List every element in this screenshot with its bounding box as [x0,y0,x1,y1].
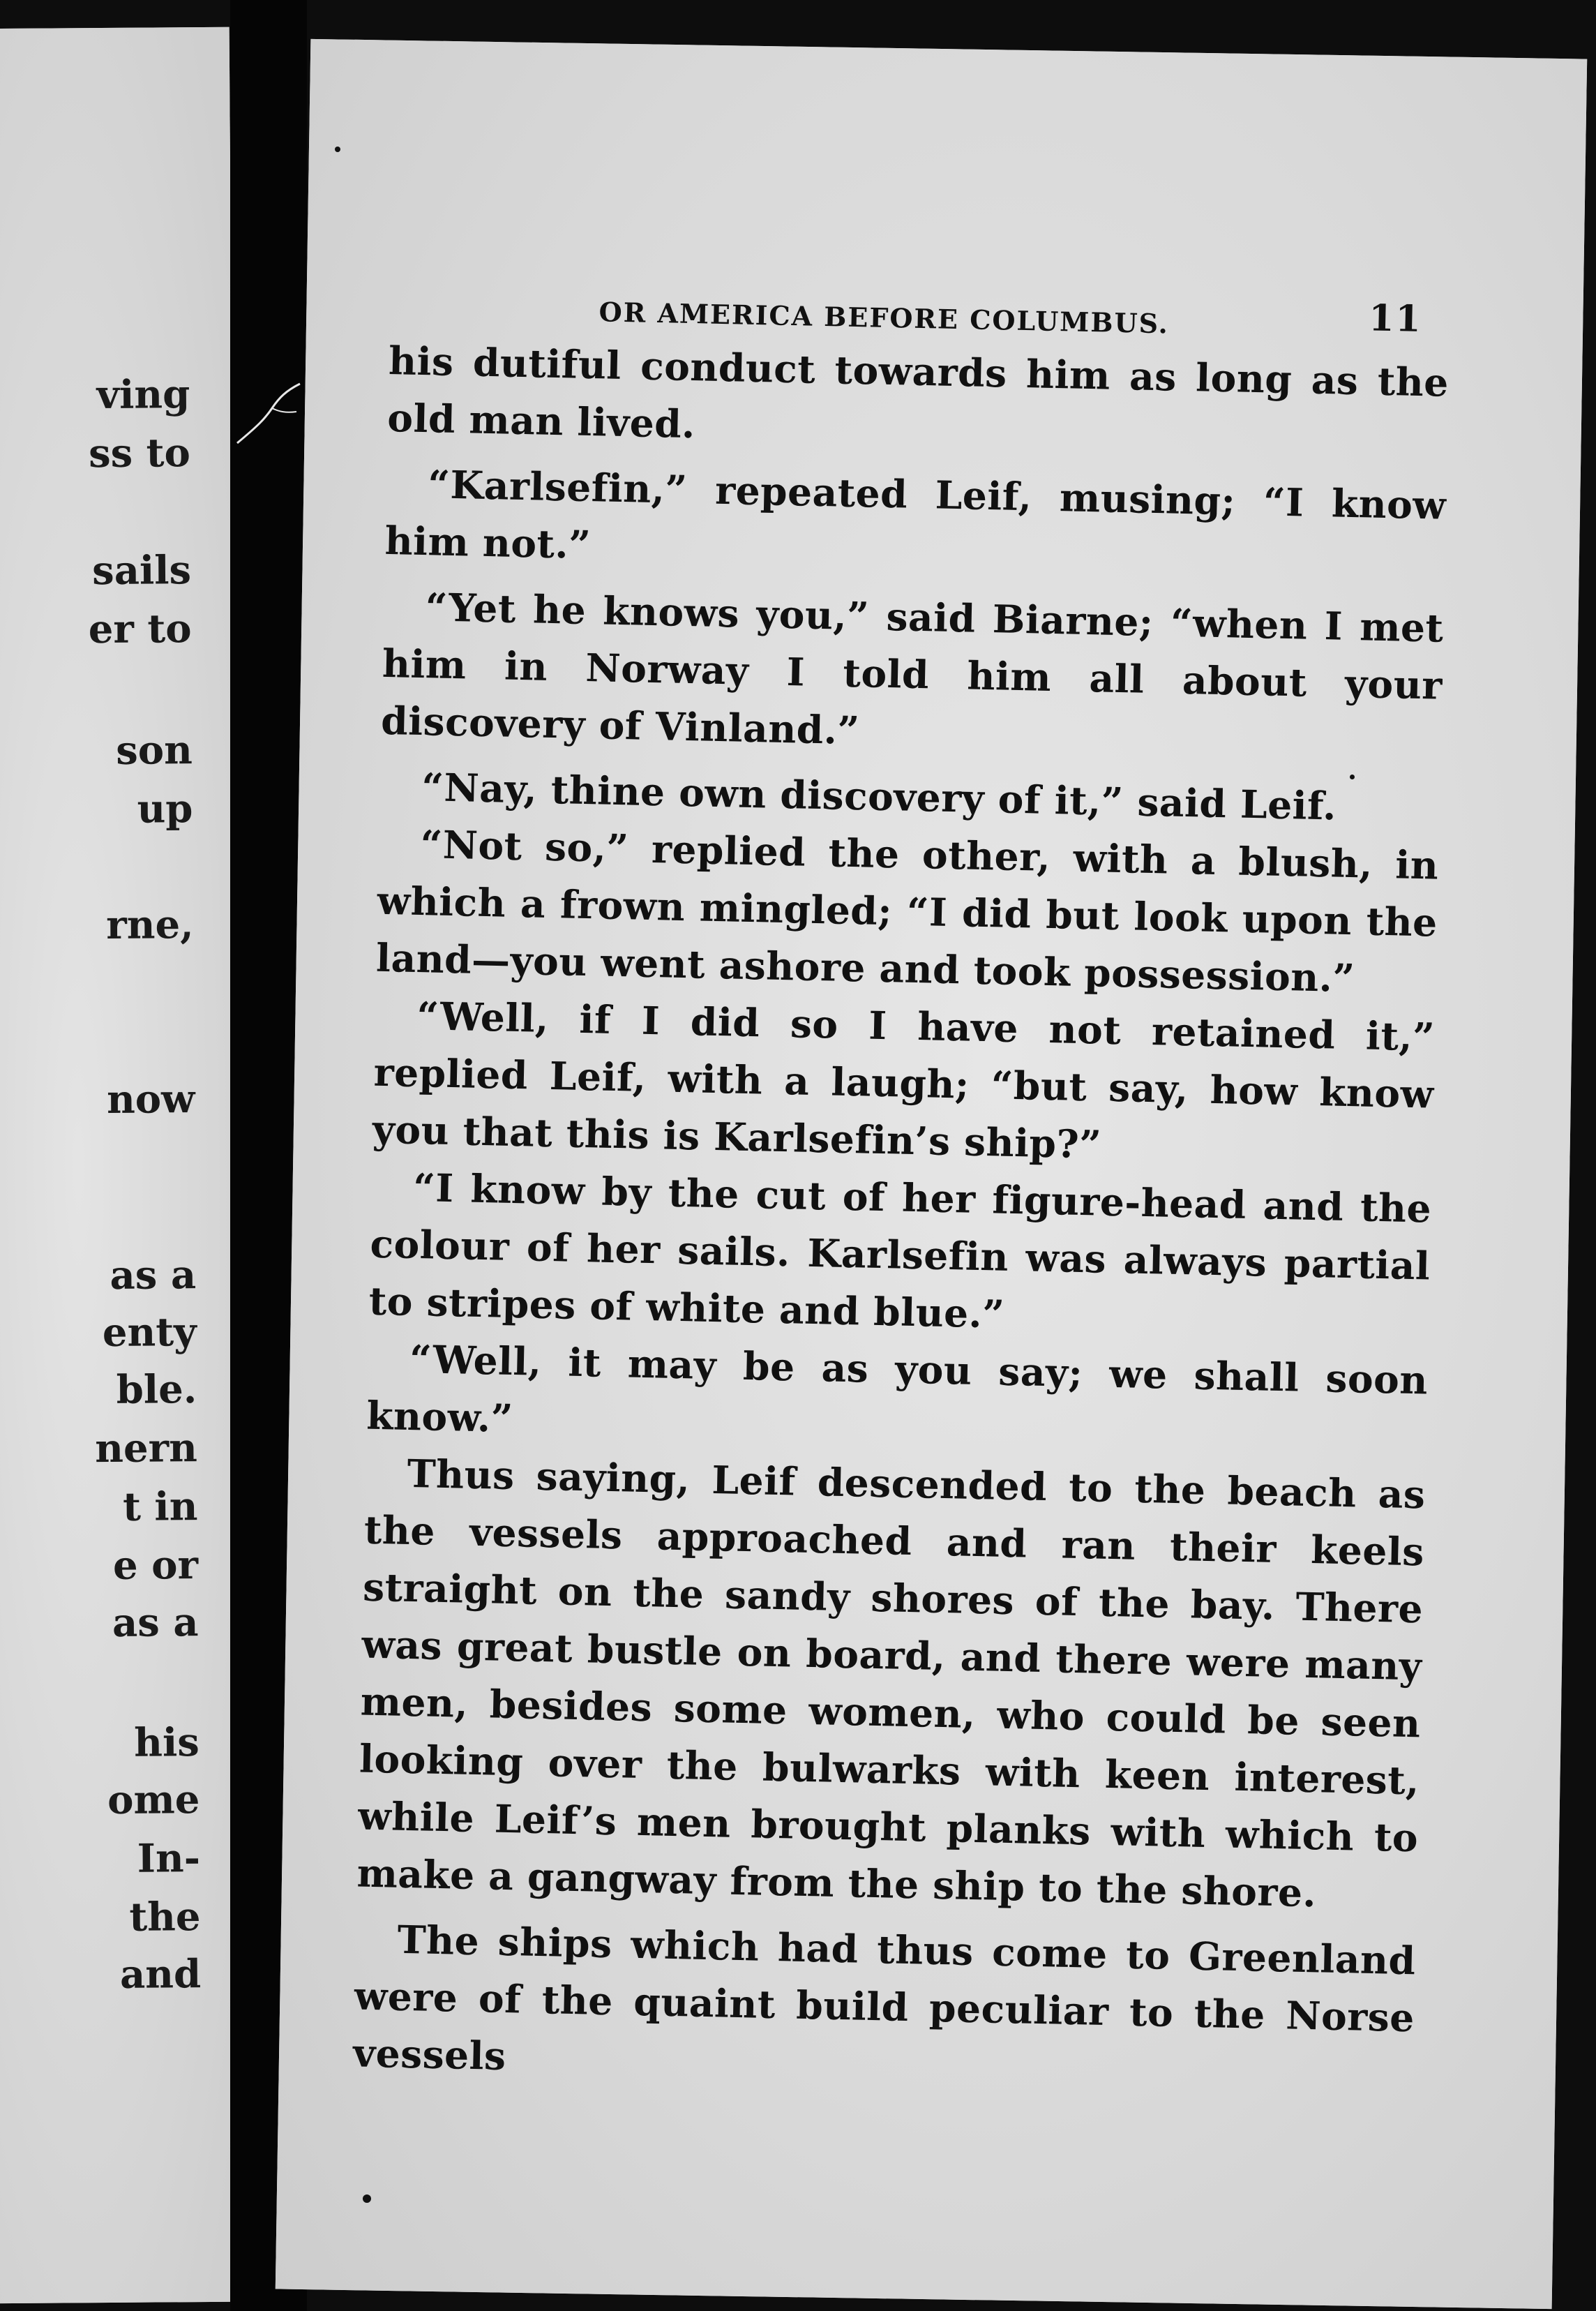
left-page-fragment: In- [137,1835,201,1882]
left-facing-page [0,27,245,2304]
left-page-fragment: nern [95,1425,198,1472]
left-page-fragment: t in [122,1483,198,1530]
ink-speck [335,147,340,152]
paragraph: “Karlsefin,” repeated Leif, musing; “I know him not.” [384,461,1447,568]
left-page-fragment: enty [102,1309,197,1356]
paragraph: Thus saying, Leif descended to the beach as the vessels approached and ran their keels straight on the sandy shores of the bay. There was great bustle on board, and there were many men, besides some women, who could be seen looking over the bulwarks with keen interest, while Leif’s men brought planks with which to make a gangway from the ship to the shore. [356,1450,1426,1916]
left-page-fragment: the [129,1894,201,1940]
left-page-fragment: now [106,1076,195,1123]
left-page-fragment: son [116,727,193,774]
left-page-fragment: ble. [116,1366,197,1413]
ink-speck [363,2194,371,2203]
paragraph: “Not so,” replied the other, with a blush, in which a frown mingled; “I did but look upon the land—you went ashore and took possession.” [375,821,1439,1001]
left-page-fragment: ving [96,371,190,419]
thread-fragment [230,377,307,454]
running-title: OR AMERICA BEFORE COLUMBUS. [598,296,1170,340]
left-page-fragment: up [137,786,193,832]
left-page-fragment: his [134,1719,200,1766]
left-page-fragment: as a [112,1599,199,1646]
left-page-fragment: and [119,1951,202,1998]
left-page-fragment: rne, [106,902,194,948]
left-page-fragment: er to [88,606,192,653]
left-page-fragment: sails [91,547,192,594]
left-page-fragment: ome [107,1777,200,1823]
paragraph: “Well, it may be as you say; we shall soon know.” [366,1336,1429,1442]
paragraph: The ships which had thus come to Greenland were of the quaint build peculiar to the Norse vessels [352,1916,1417,2079]
paragraph: “Yet he knows you,” said Biarne; “when I met him in Norway I told him all about your discovery of Vinland.” [380,584,1445,754]
page-number: 11 [1368,297,1423,341]
left-page-fragment: ss to [88,430,191,477]
left-page-fragment: as a [110,1252,197,1299]
paragraph: “I know by the cut of her figure-head and the colour of her sails. Karlsefin was always partial to stripes of white and blue.” [368,1164,1432,1337]
left-page-fragment: e or [112,1542,199,1589]
paragraph: “Well, if I did so I have not retained it,” replied Leif, with a laugh; “but say, how know you that this is Karlsefin’s ship?” [372,993,1436,1167]
paragraph: “Nay, thine own discovery of it,” said Leif. [421,764,1337,829]
paragraph: his dutiful conduct towards him as long as the old man lived. [386,337,1450,447]
page-text [352,265,1450,2104]
